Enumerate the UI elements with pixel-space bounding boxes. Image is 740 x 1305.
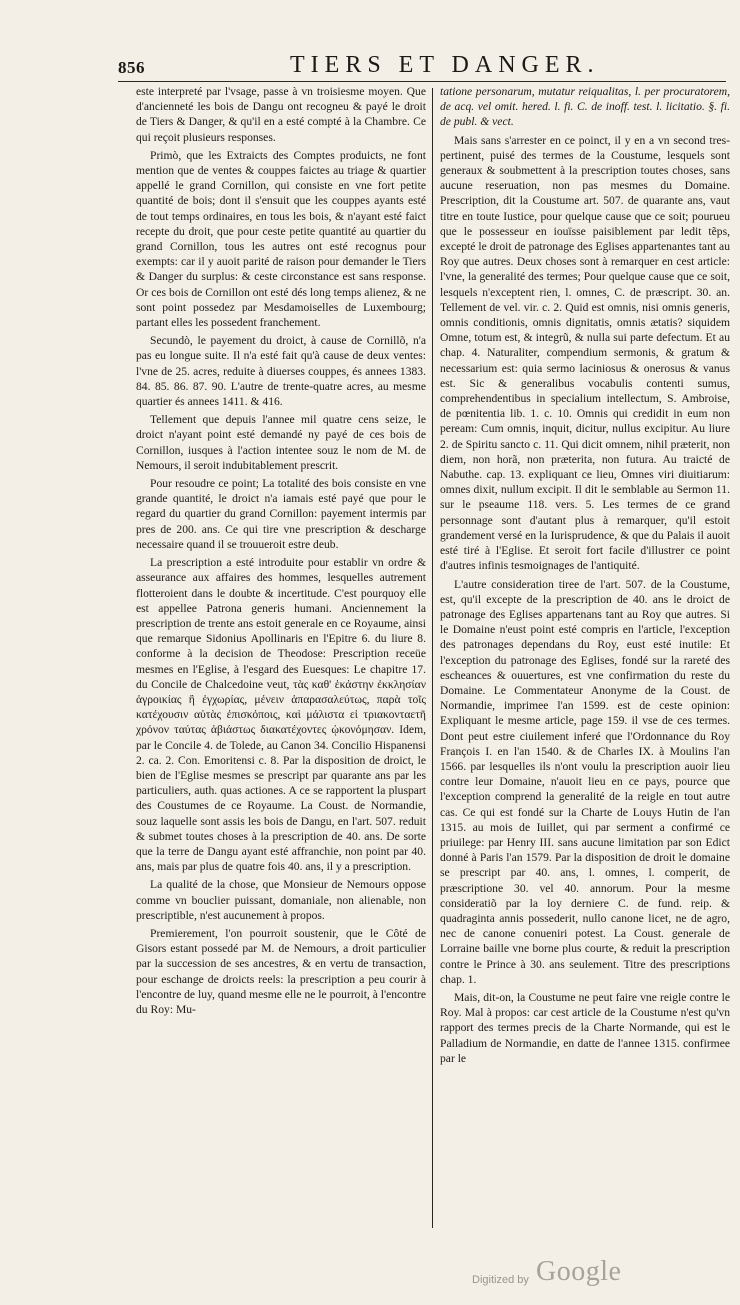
paragraph: Pour resoudre ce point; La totalité des bois consiste en vne grande quantité, le droict n'a iamais esté payé que pour le regard du quartier du grand Cornillon: payement intermis par pres de 200. ans. Ce qui tire vne prescription & descharge necessaire quand il se trouueroit estre deub. [136,477,426,551]
column-divider [432,88,433,1228]
digitized-label: Digitized by [472,1274,529,1286]
page-number: 856 [118,58,145,77]
page-header [0,52,740,82]
paragraph: Mais sans s'arrester en ce poinct, il y en a vn second tres-pertinent, puisé des termes de la Coustume, lesquels sont generaux & soubmettent à la prescription toutes choses, sans aucune reseruation, non pas mesmes du Domaine. Prescription, dit la Coustume art. 507. de quarante ans, vaut titre en toute Iustice, pour quelque cause que ce soit; pourueu que le possesseur en iouïsse paisiblement par ledit tẽps, excepté le droit de patronage des Eglises appartenantes tant au Roy que autres. Deux choses sont à remarquer en cest article: l'vne, la generalité des termes; Pour quelque cause que ce soit, lesquels n'exceptent rien, l. omnes, C. de præscript. 30. an. Tellement de vel. vir. c. 2. Quid est omnis, nisi omnis generis, omnis conditionis, omnis dignitatis, omnis ætatis? siquidem Omne, totum est, & integrũ, & nulla sui parte defectum. Et au chap. 4. Naturaliter, compendium sermonis, & gratum & necessarium est: quia sermo laciniosus & onerosus & vanus est. Sic & generalibus vocabulis contenti sumus, comprehendentibus in specialium intellectum, S. Ambroise, de pœnitentia lib. 1. c. 10. Omnis qui credidit in eum non peream: Cum omnis, inquit, dicitur, nullus excipitur. Au liure 2. de Spiritu sancto c. 11. Qui dicit omnem, nihil præterit, non diem, non horã, non præterita, non futura. Au traicté de Nabuthe. cap. 13. expliquant ce lieu, Omnes viri diuitiarum: omnes dixit, nullum excipit. Il dit le semblable au Sermon 11. sur le pseaume 118. vers. 5. Les termes de ce grand personnage sont d'autant plus à remarquer, qu'il estoit grandement versé en la Iurisprudence, & que du Palais il auoit esté tiré à l'Eglise. Et seroit fort facile d'illustrer ce point d'autres infinis tesmoignages de l'antiquité. [440,133,730,573]
left-column [136,84,426,1019]
paragraph: La qualité de la chose, que Monsieur de Nemours oppose comme vn bouclier puissant, domaniale, non alienable, non prescriptible, n'est aucunement à propos. [136,878,426,922]
paragraph: este interpreté par l'vsage, passe à vn troisiesme moyen. Que d'ancienneté les bois de Dangu ont recogneu & payé le droit de Tiers & Danger, & qu'il en a esté compté à la Chambre. Ce qui reçoit plusieurs responses. [136,85,426,144]
paragraph: Mais, dit-on, la Coustume ne peut faire vne reigle contre le Roy. Mal à propos: car cest article de la Coustume n'est qu'vn rapport des termes precis de la Charte Normande, qui est le Palladium de Normandie, en datte de l'annee 1315. confirmee par le [440,990,730,1065]
right-column [440,84,730,1068]
paragraph: Primò, que les Extraicts des Comptes produicts, ne font mention que de ventes & couppes faictes au triage & quartier appellé le grand Cornillon, qui consiste en vne fort petite quantité de bois; dont il s'ensuit que les couppes ayants esté de tout temps ordinaires, en tous les bois, & n'ayant esté faict recepte du droit, que pour ceste petite quantité au quartier du grand Cornillon, tous les autres ont esté recognus pour exempts: car il y auoit parité de raison pour demander le Tiers & Danger du surplus: & ceste circonstance est sans response. Or ces bois de Cornillon ont esté dés long temps alienez, & ne sont point possedez par Mesdamoiselles de Luxembourg; partant elles les possedent franchement. [136,148,426,330]
digitized-by-google-stamp [472,1256,712,1296]
header-rule [118,81,726,82]
running-title: TIERS ET DANGER. [290,52,600,78]
paragraph: Tellement que depuis l'annee mil quatre cens seize, le droict n'ayant point esté demandé ny payé de ces bois de Cornillon, iusques à l'action intentee souz le nom de M. de Nemours, il seroit indubitablement prescrit. [136,413,426,472]
paragraph: Secundò, le payement du droict, à cause de Cornillõ, n'a pas eu longue suite. Il n'a esté fait qu'à cause de deux ventes: l'vne de 25. acres, reduite à diuerses couppes, és annees 1383. 84. 85. 86. 87. 90. L'autre de trente-quatre acres, au mesme quartier és annees 1411. & 416. [136,334,426,409]
paragraph: L'autre consideration tiree de l'art. 507. de la Coustume, est, qu'il excepte de la prescription de 40. ans le droict de patronage des Eglises appartenans tant au Roy que autres. Si le Domaine n'eust point esté compris en l'article, l'exception des patronages dependans du Roy, eust esté inutile: Et l'exception du patronage des Eglises, fondé sur la rareté des escheances & ouuertures, est vne confirmation du reste du Domaine. Le Commentateur Anonyme de la Coust. de Normandie, imprimee l'an 1599. est de ceste opinion: Expliquant le mesme article, page 159. il vse de ces termes. Dont peut estre ciuilement inferé que l'Ordonnance du Roy François I. en l'an 1540. & de Charles IX. à Moulins l'an 1566. par lesquelles ils n'ont voulu la prescription auoir lieu contre leur Domaine, n'auoit lieu en ce pays, pource que l'exception comprend la generalité de la reigle en tout autre cas. Ce qui est fondé sur la Charte de Louys Hutin de l'an 1315. au mois de Iuillet, qui par serment a confirmé ce priuilege: par Henry III. sans aucune limitation par son Edict donné à Paris l'an 1579. Par la disposition de droit le domaine se prescript par 40. ans, l. omnes, l. comperit, de præscriptione 30. vel 40. annorum. Pour la mesme consideratiõ par la loy derniere C. de fund. reip. & quadraginta annis possederit, nullo canone licet, ne de agro, nec de canone conueniri potest. La Coust. generale de Lorraine baille vne borne plus courte, & reduit la prescription contre le Prince à 30. ans seulement. Titre des prescriptions chap. 1. [440,577,730,986]
paragraph: tatione personarum, mutatur reiqualitas, l. per procuratorem, de acq. vel omit. hered. l. fi. C. de inoff. test. l. licitatio. §. fi. de publ. & vect. [440,85,730,129]
paragraph: Premierement, l'on pourroit soustenir, que le Côté de Gisors estant possedé par M. de Nemours, a droit particulier par la succession de ses ancestres, & en vertu de transaction, pour eschange de droicts reels: la prescription a peu courir à l'encontre de luy, quand mesme elle ne le pourroit, à l'encontre du Roy: Mu- [136,926,426,1016]
paragraph: La prescription a esté introduite pour establir vn ordre & asseurance aux affaires des hommes, lesquelles autrement flotteroient dans le doubte & incertitude. C'est pourquoy elle est appellee Patrona generis humani. Anciennement la prescription de trente ans estoit generale en ce Royaume, ainsi que remarque Sidonius Apollinaris en l'Epitre 6. du liure 8. conforme à la decision de Theodose: Prescription receüe mesmes en l'Eglise, à l'esgard des Euesques: Le chapitre 17. du Concile de Chalcedoine veut, τὰς καθ' ἑκάστην ἐκκλησίαν ἀγροικίας ἢ ἐγχωρίας, μένειν ἀπαρασαλεύτως, παρὰ τοῖς κατέχουσιν αὐτὰς ἐπισκόποις, καὶ μάλιστα εἰ τριακονταετῆ χρόνον ταύτας ἀβιάστως διακατέχοντες ᾠκονόμησαν. Idem, par le Concile 4. de Tolede, au Canon 34. Concilio Hispanensi 2. ca. 2. Con. Emoritensi c. 8. Par la disposition de droict, le bien de l'Eglise mesmes se prescript par quarante ans par les particuliers, auth. quas actiones. A ce se rapportent la pluspart des Coustumes de ce Royaume. La Coust. de Normandie, souz laquelle sont assis les bois de Dangu, en l'art. 507. reduit & submet toutes choses à la prescription de 40. ans. De sorte que la terre de Dangu ayant esté affranchie, non point par 40. ans, mais par plus de quatre fois 40. ans, il y a prescription. [136,556,426,874]
google-logo: Google [536,1256,622,1287]
